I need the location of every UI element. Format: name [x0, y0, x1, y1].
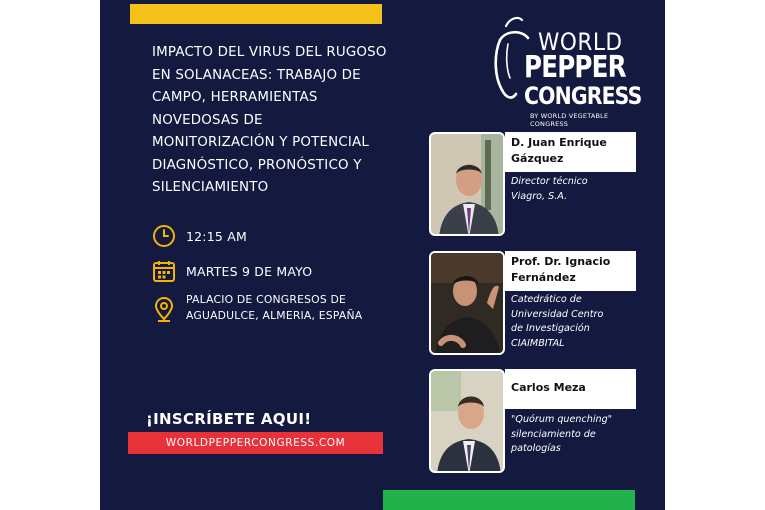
speaker-photo-1 — [429, 132, 505, 236]
location-row — [152, 292, 362, 323]
register-link[interactable]: WORLDPEPPERCONGRESS.COM — [128, 432, 383, 454]
speaker-role-3-line-3: patologías — [511, 443, 561, 454]
date-row — [152, 259, 312, 283]
speaker-card-1 — [429, 132, 636, 238]
speaker-role-1-line-2: Viagro, S.A. — [511, 190, 568, 202]
time-row — [152, 224, 247, 248]
speaker-name-3 — [505, 369, 636, 409]
map-pin-icon — [152, 296, 176, 320]
location-line-2: AGUADULCE, ALMERIA, ESPAÑA — [186, 308, 363, 322]
event-location — [186, 292, 362, 323]
speaker-card-2 — [429, 251, 636, 357]
speaker-photo-3 — [429, 369, 505, 473]
speaker-role-2-line-3: de Investigación — [511, 323, 590, 334]
speaker-name-1 — [505, 132, 636, 172]
logo-line-congress: CONGRESS — [524, 82, 642, 110]
location-line-1: PALACIO DE CONGRESOS DE — [186, 293, 347, 306]
speaker-name-3-line-1: Carlos Meza — [511, 381, 586, 394]
speaker-photo-2 — [429, 251, 505, 355]
register-label: ¡INSCRÍBETE AQUI! — [146, 410, 312, 428]
bottom-accent-bar — [383, 490, 635, 510]
world-pepper-congress-logo — [492, 14, 642, 128]
speaker-role-1 — [511, 175, 637, 204]
speaker-role-3-line-2: silenciamiento de — [511, 428, 596, 440]
clock-icon — [152, 224, 176, 248]
speaker-name-1-line-2: Gázquez — [511, 152, 564, 165]
poster-panel — [100, 0, 665, 510]
speaker-name-1-line-1: D. Juan Enrique — [511, 136, 607, 149]
speaker-role-2 — [511, 293, 637, 351]
logo-line-pepper: PEPPER — [524, 50, 626, 85]
speaker-card-3 — [429, 369, 636, 475]
logo-subtitle: BY WORLD VEGETABLE CONGRESS — [530, 112, 609, 128]
speaker-role-3-line-1: "Quórum quenching" — [511, 414, 613, 425]
logo-line-world: WORLD — [538, 28, 623, 56]
speaker-name-2 — [505, 251, 636, 291]
speaker-name-2-line-1: Prof. Dr. Ignacio — [511, 255, 611, 268]
speaker-role-2-line-4: CIAIMBITAL — [511, 337, 565, 349]
event-time: 12:15 AM — [186, 228, 247, 244]
calendar-icon — [152, 259, 176, 283]
session-title: IMPACTO DEL VIRUS DEL RUGOSO EN SOLANACEAS: TRABAJO DE CAMPO, HERRAMIENTAS NOVEDOSAS DE MONITORIZACIÓN Y POTENCIAL DIAGNÓSTICO, PRONÓSTICO Y SILENCIAMIENTO — [152, 45, 387, 195]
speaker-role-2-line-2: Universidad Centro — [511, 308, 604, 320]
top-accent-bar — [130, 4, 382, 24]
speaker-name-2-line-2: Fernández — [511, 271, 576, 284]
speaker-role-3 — [511, 413, 637, 457]
event-date: MARTES 9 DE MAYO — [186, 263, 313, 279]
speaker-role-1-line-1: Director técnico — [511, 176, 588, 187]
speaker-role-2-line-1: Catedrático de — [511, 294, 582, 305]
